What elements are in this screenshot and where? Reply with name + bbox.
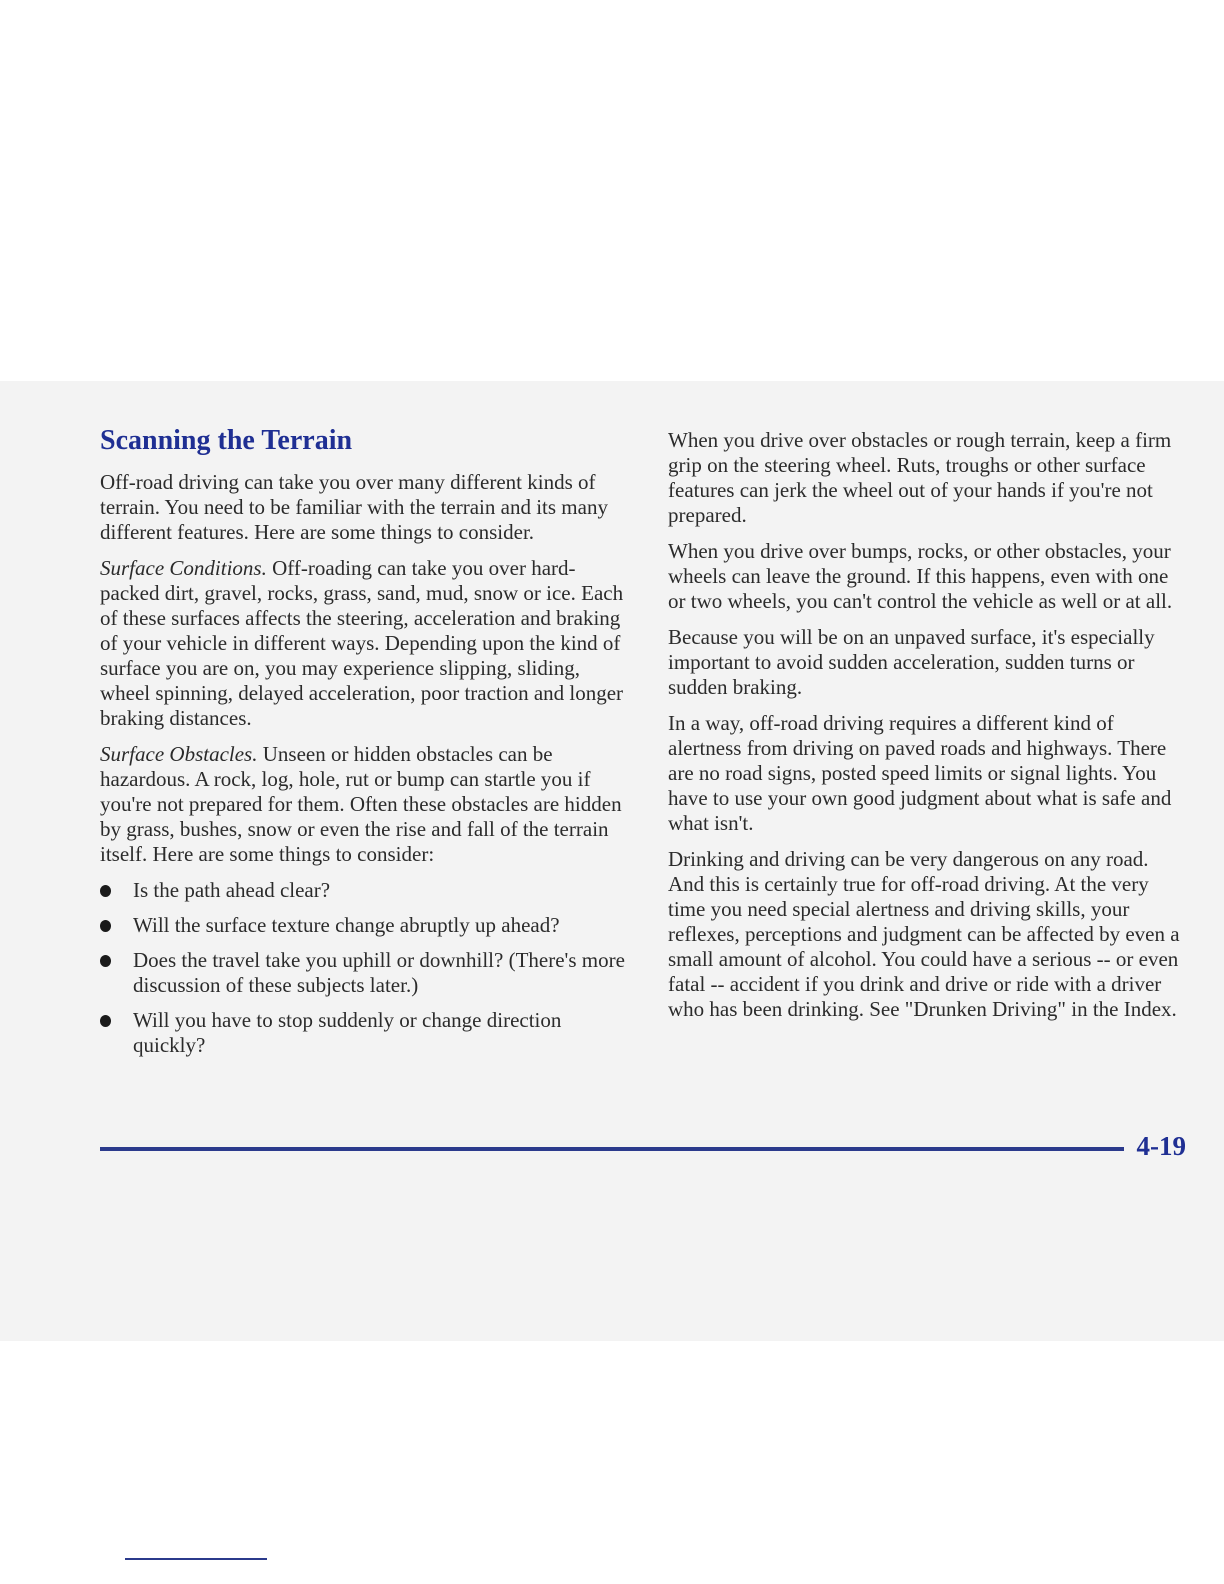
surface-obstacles-paragraph: [100, 742, 630, 867]
list-item: [100, 878, 630, 903]
unpaved-surface-paragraph: Because you will be on an unpaved surface, it's especially important to avoid sudden acceleration, sudden turns or sudden braking.: [668, 625, 1155, 699]
list-item-text: Will the surface texture change abruptly up ahead?: [133, 913, 560, 937]
intro-paragraph: Off-road driving can take you over many different kinds of terrain. You need to be familiar with the terrain and its many different features. Here are some things to consider.: [100, 470, 608, 544]
bullet-icon: [100, 920, 111, 932]
surface-conditions-paragraph: [100, 556, 630, 731]
right-column: [668, 428, 1188, 1033]
footer-rule: [100, 1147, 1124, 1151]
surface-obstacles-lead: Surface Obstacles.: [100, 742, 258, 766]
section-title: Scanning the Terrain: [100, 425, 353, 456]
bullet-icon: [100, 955, 111, 967]
list-item: [100, 913, 630, 938]
list-item: [100, 1008, 630, 1058]
footer-mark: [125, 1558, 267, 1560]
grip-paragraph: When you drive over obstacles or rough terrain, keep a firm grip on the steering wheel. Ruts, troughs or other surface features can jerk the wheel out of your hands if you're not prepared.: [668, 428, 1172, 527]
drinking-paragraph: Drinking and driving can be very dangerous on any road. And this is certainly true for off-road driving. At the very time you need special alertness and driving skills, your reflexes, perceptions and judgment can be affected by even a small amount of alcohol. You could have a serious -- or even fatal -- accident if you drink and drive or ride with a driver who has been drinking. See "Drunken Driving" in the Index.: [668, 847, 1180, 1021]
alertness-paragraph: In a way, off-road driving requires a different kind of alertness from driving on paved roads and highways. There are no road signs, posted speed limits or signal lights. You have to use your own good judgment about what is safe and what isn't.: [668, 711, 1172, 835]
bullet-icon: [100, 1015, 111, 1027]
surface-obstacles-text: Unseen or hidden obstacles can be hazardous. A rock, log, hole, rut or bump can startle you if you're not prepared for them. Often these obstacles are hidden by grass, bushes, snow or even the rise and fall of the terrain itself. Here are some things to consider:: [100, 742, 622, 866]
list-item-text: Does the travel take you uphill or downhill? (There's more discussion of these subjects later.): [133, 948, 625, 997]
surface-conditions-lead: Surface Conditions.: [100, 556, 267, 580]
list-item-text: Is the path ahead clear?: [133, 878, 331, 902]
consider-list: [100, 878, 630, 1058]
list-item-text: Will you have to stop suddenly or change direction quickly?: [133, 1008, 562, 1057]
page-number: 4-19: [1136, 1131, 1186, 1161]
bullet-icon: [100, 885, 111, 897]
wheels-paragraph: When you drive over bumps, rocks, or other obstacles, your wheels can leave the ground. If this happens, even with one or two wheels, you can't control the vehicle as well or at all.: [668, 539, 1173, 613]
left-column: [100, 424, 630, 1068]
surface-conditions-text: Off-roading can take you over hard-packed dirt, gravel, rocks, grass, sand, mud, snow or ice. Each of these surfaces affects the steering, acceleration and braking of your vehicle in different ways. Depending upon the kind of surface you are on, you may experience slipping, sliding, wheel spinning, delayed acceleration, poor traction and longer braking distances.: [100, 556, 624, 730]
list-item: [100, 948, 630, 998]
